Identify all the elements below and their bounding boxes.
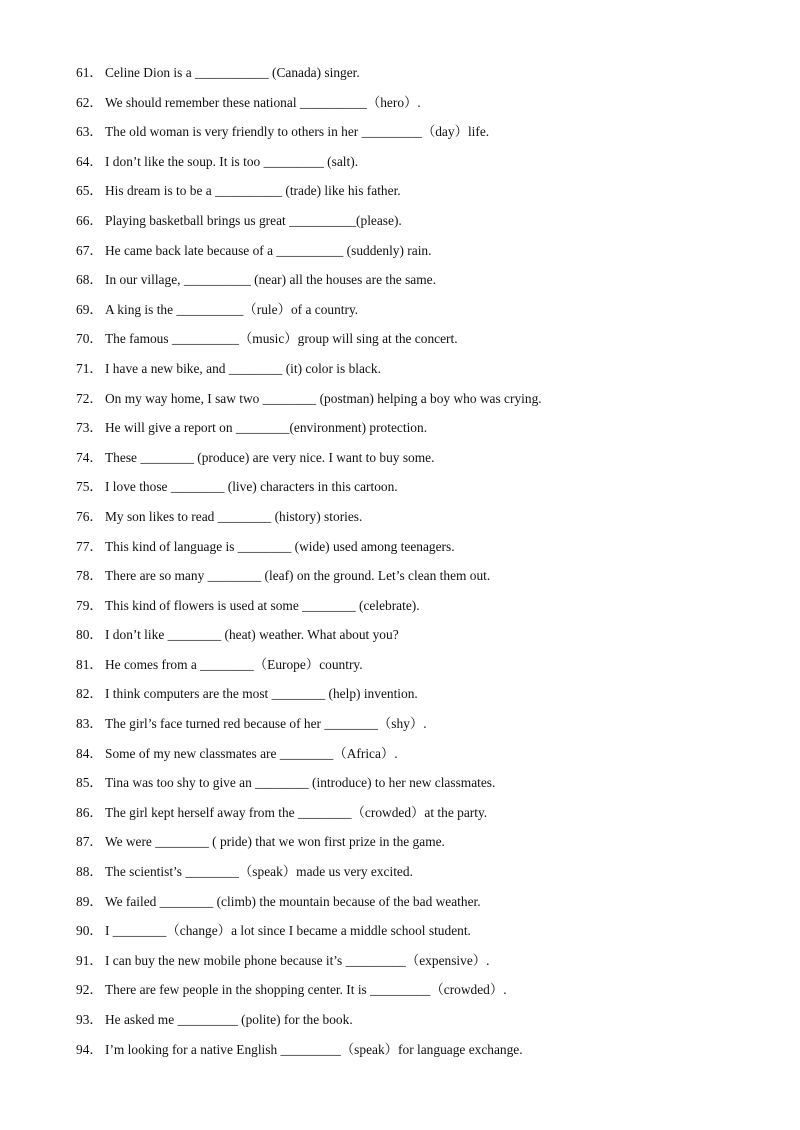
exercise-item <box>76 679 776 709</box>
exercise-number: 89． <box>76 893 103 909</box>
exercise-text: I don’t like the soup. It is too _________ (salt). <box>105 153 359 169</box>
exercise-text: He came back late because of a __________ (suddenly) rain. <box>105 242 432 258</box>
exercise-text: I have a new bike, and ________ (it) color is black. <box>105 360 381 376</box>
exercise-item <box>76 946 776 976</box>
exercise-item <box>76 117 776 147</box>
exercise-number: 79． <box>76 597 103 613</box>
exercise-item <box>76 1005 776 1035</box>
exercise-number: 88． <box>76 864 103 880</box>
exercise-item <box>76 975 776 1005</box>
exercise-text: The girl kept herself away from the ________（crowded）at the party. <box>105 804 488 820</box>
exercise-list <box>76 58 776 1064</box>
exercise-number: 87． <box>76 834 103 850</box>
exercise-number: 72． <box>76 390 103 406</box>
exercise-number: 84． <box>76 745 103 761</box>
exercise-number: 65． <box>76 183 103 199</box>
exercise-item <box>76 265 776 295</box>
exercise-number: 85． <box>76 775 103 791</box>
exercise-number: 92． <box>76 982 103 998</box>
exercise-text: The old woman is very friendly to others in her _________（day）life. <box>105 124 490 140</box>
exercise-text: His dream is to be a __________ (trade) like his father. <box>105 183 401 199</box>
exercise-item <box>76 620 776 650</box>
exercise-number: 64． <box>76 153 103 169</box>
exercise-item <box>76 413 776 443</box>
exercise-number: 73． <box>76 420 103 436</box>
exercise-text: My son likes to read ________ (history) stories. <box>105 508 363 524</box>
exercise-number: 68． <box>76 272 103 288</box>
exercise-number: 70． <box>76 331 103 347</box>
exercise-item <box>76 58 776 88</box>
exercise-number: 94． <box>76 1041 103 1057</box>
exercise-item <box>76 561 776 591</box>
exercise-item <box>76 916 776 946</box>
exercise-number: 83． <box>76 716 103 732</box>
exercise-item <box>76 768 776 798</box>
exercise-text: There are few people in the shopping center. It is _________（crowded）. <box>105 982 507 998</box>
exercise-text: This kind of flowers is used at some ________ (celebrate). <box>105 597 420 613</box>
exercise-item <box>76 650 776 680</box>
exercise-text: Celine Dion is a ___________ (Canada) singer. <box>105 65 360 80</box>
exercise-text: We failed ________ (climb) the mountain because of the bad weather. <box>105 893 481 909</box>
exercise-item <box>76 857 776 887</box>
exercise-number: 67． <box>76 242 103 258</box>
exercise-number: 77． <box>76 538 103 554</box>
exercise-text: The scientist’s ________（speak）made us very excited. <box>105 864 413 880</box>
exercise-text: Tina was too shy to give an ________ (introduce) to her new classmates. <box>105 775 496 791</box>
exercise-text: He will give a report on ________(environment) protection. <box>105 420 428 436</box>
exercise-number: 80． <box>76 627 103 643</box>
exercise-number: 74． <box>76 449 103 465</box>
exercise-number: 71． <box>76 360 103 376</box>
exercise-item <box>76 443 776 473</box>
exercise-text: On my way home, I saw two ________ (postman) helping a boy who was crying. <box>105 390 542 406</box>
exercise-text: A king is the __________（rule）of a country. <box>105 301 359 317</box>
exercise-text: In our village, __________ (near) all the houses are the same. <box>105 272 436 288</box>
exercise-text: He comes from a ________（Europe）country. <box>105 656 363 672</box>
exercise-number: 62． <box>76 94 103 110</box>
exercise-text: There are so many ________ (leaf) on the ground. Let’s clean them out. <box>105 568 491 584</box>
exercise-item <box>76 295 776 325</box>
exercise-text: I think computers are the most ________ (help) invention. <box>105 686 418 702</box>
exercise-number: 75． <box>76 479 103 495</box>
exercise-number: 86． <box>76 804 103 820</box>
exercise-number: 66． <box>76 212 103 228</box>
exercise-item <box>76 887 776 917</box>
exercise-number: 91． <box>76 952 103 968</box>
exercise-number: 93． <box>76 1012 103 1027</box>
exercise-item <box>76 1035 776 1065</box>
exercise-item <box>76 206 776 236</box>
exercise-text: I don’t like ________ (heat) weather. What about you? <box>105 627 399 643</box>
exercise-item <box>76 532 776 562</box>
exercise-text: These ________ (produce) are very nice. I want to buy some. <box>105 449 435 465</box>
exercise-item <box>76 236 776 266</box>
exercise-text: He asked me _________ (polite) for the book. <box>105 1012 353 1027</box>
exercise-item <box>76 176 776 206</box>
exercise-text: We were ________ ( pride) that we won first prize in the game. <box>105 834 445 850</box>
exercise-item <box>76 88 776 118</box>
exercise-text: I can buy the new mobile phone because it’s _________（expensive）. <box>105 952 490 968</box>
exercise-item <box>76 354 776 384</box>
exercise-item <box>76 739 776 769</box>
exercise-number: 69． <box>76 301 103 317</box>
exercise-item <box>76 502 776 532</box>
exercise-item <box>76 709 776 739</box>
exercise-text: I love those ________ (live) characters in this cartoon. <box>105 479 398 495</box>
exercise-number: 82． <box>76 686 103 702</box>
exercise-text: The girl’s face turned red because of her ________（shy）. <box>105 716 427 732</box>
exercise-text: Playing basketball brings us great __________(please). <box>105 212 402 228</box>
exercise-text: I ________（change）a lot since I became a middle school student. <box>105 923 471 939</box>
exercise-item <box>76 591 776 621</box>
exercise-item <box>76 147 776 177</box>
exercise-text: Some of my new classmates are ________（Africa）. <box>105 745 398 761</box>
exercise-item <box>76 798 776 828</box>
exercise-item <box>76 324 776 354</box>
exercise-item <box>76 472 776 502</box>
exercise-number: 90． <box>76 923 103 939</box>
exercise-item <box>76 827 776 857</box>
exercise-number: 61． <box>76 65 103 80</box>
exercise-number: 76． <box>76 508 103 524</box>
exercise-text: This kind of language is ________ (wide) used among teenagers. <box>105 538 455 554</box>
exercise-number: 63． <box>76 124 103 140</box>
exercise-text: I’m looking for a native English _________（speak）for language exchange. <box>105 1041 523 1057</box>
exercise-number: 81． <box>76 656 103 672</box>
exercise-text: The famous __________（music）group will sing at the concert. <box>105 331 458 347</box>
exercise-item <box>76 384 776 414</box>
exercise-number: 78． <box>76 568 103 584</box>
exercise-text: We should remember these national __________（hero）. <box>105 94 421 110</box>
